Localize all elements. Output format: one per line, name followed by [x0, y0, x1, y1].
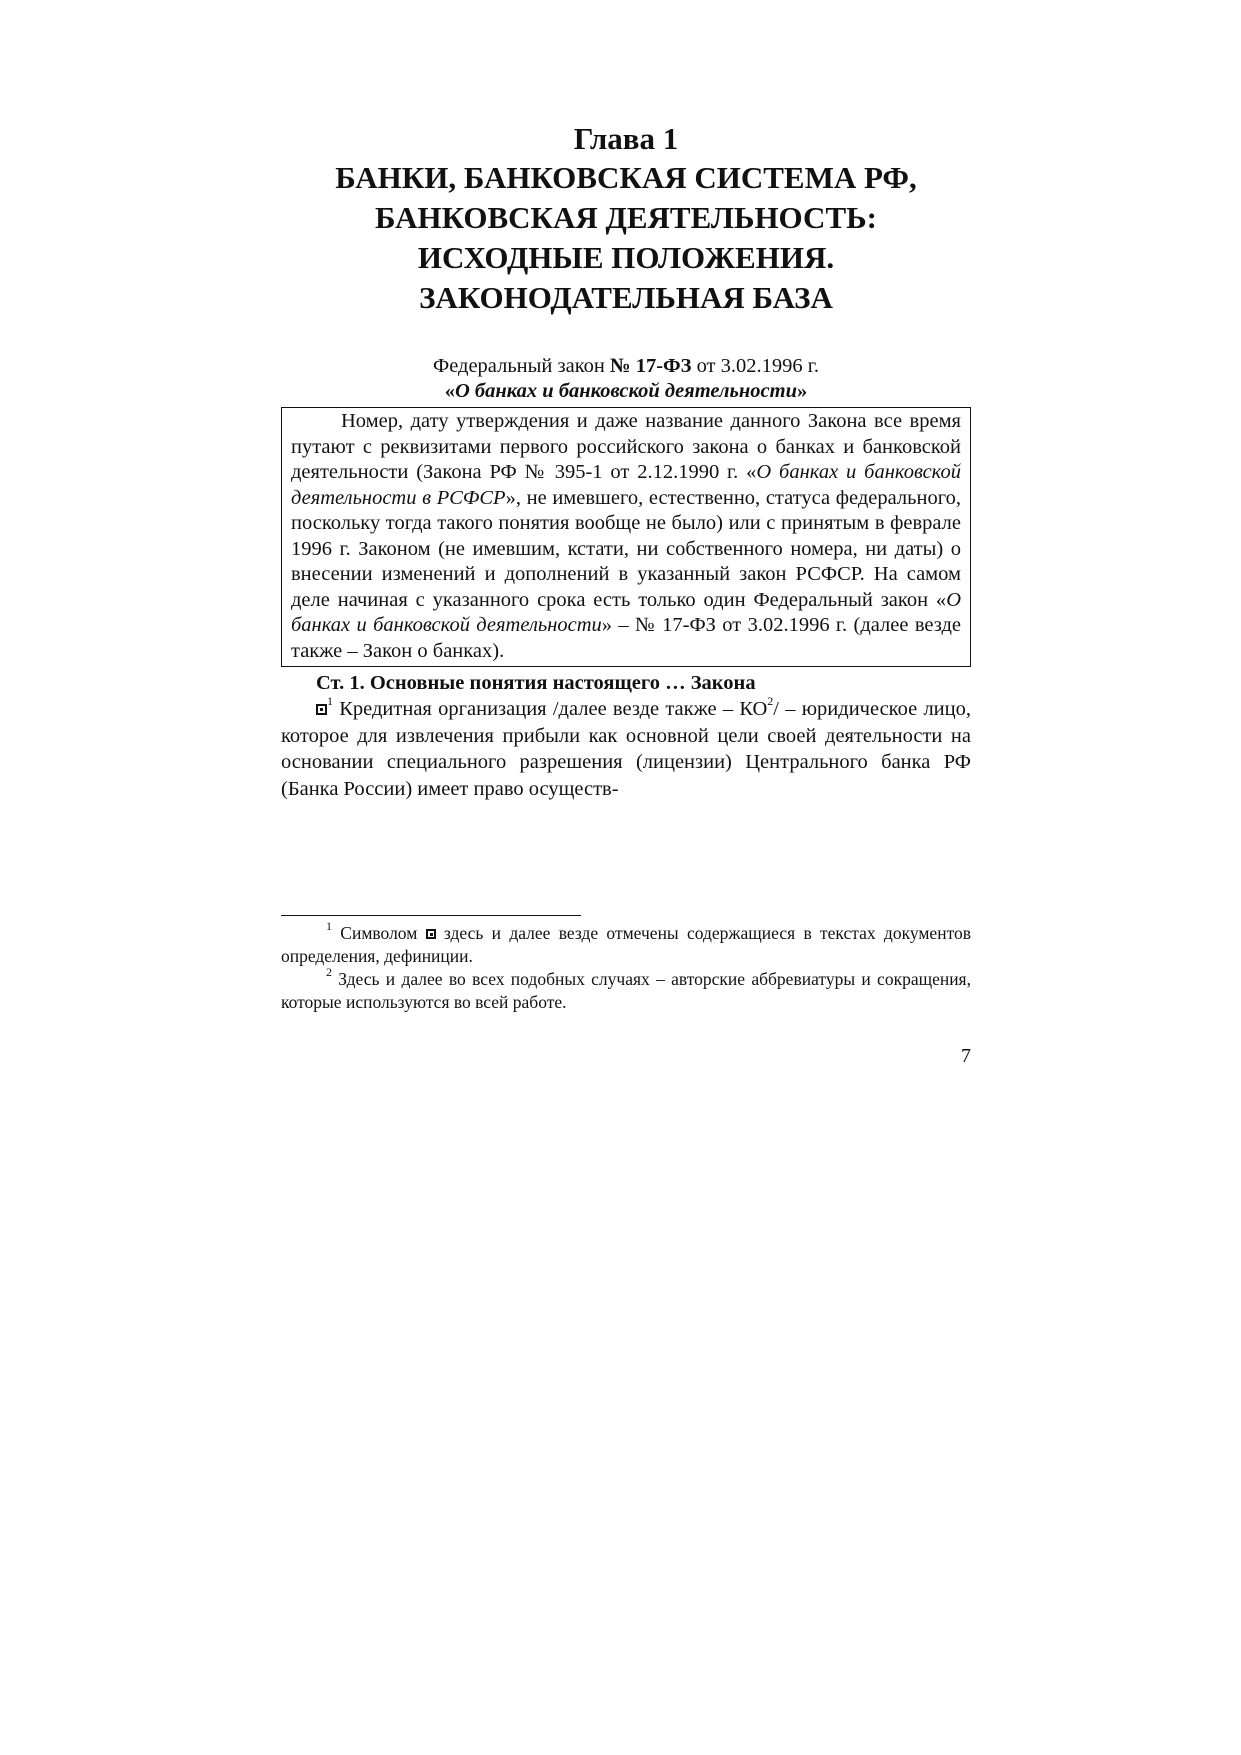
chapter-title [281, 158, 971, 318]
footnote-mark: 2 [326, 965, 332, 980]
footnote-ref[interactable]: 1 [327, 694, 333, 709]
page-number: 7 [961, 1045, 971, 1067]
law-number: № 17-ФЗ [609, 355, 692, 377]
footnote-mark: 1 [326, 919, 332, 934]
definition-marker-icon [426, 929, 436, 939]
chapter-title-line: БАНКОВСКАЯ ДЕЯТЕЛЬНОСТЬ: [375, 200, 877, 235]
footnote-divider [281, 915, 581, 916]
author-note-box [281, 407, 971, 667]
chapter-number: Глава 1 [573, 121, 679, 156]
footnote-text: Символом [332, 923, 426, 943]
note-text-part: Номер, дату утверждения и даже название данного Закона все время путают с реквизитами первого российского закона о банках и банковской деятельности (Закона РФ № 395-1 от 2.12.1990 г. « [291, 410, 961, 483]
article-body [281, 696, 971, 802]
footnote-text: здесь и далее везде отмечены содержащиеся в текстах документов определения, дефиниции. [281, 923, 971, 966]
chapter-title-line: ИСХОДНЫЕ ПОЛОЖЕНИЯ. [417, 240, 835, 275]
law-name: О банках и банковской деятельности [455, 380, 797, 402]
quote-close: » [796, 380, 808, 402]
footnote-ref[interactable]: 2 [767, 694, 774, 709]
law-title [281, 379, 971, 404]
law-reference [281, 354, 971, 379]
quote-open: « [444, 380, 455, 402]
footnote-text: Здесь и далее во всех подобных случаях – авторские аббревиатуры и сокращения, которые используются во всей работе. [281, 969, 971, 1012]
page-content [281, 120, 971, 802]
note-italic-title: О банках и банковской деятельности [291, 588, 961, 636]
article-text-part: Кредитная организация /далее везде также – КО [333, 698, 768, 720]
article-text-part: / – юридическое лицо, которое для извлечения прибыли как основной цели своей деятельности на основании специального разрешения (лицензии) Центрального банка РФ (Банка России) имеет право осуществ- [281, 698, 971, 800]
law-prefix: Федеральный закон [433, 355, 610, 377]
law-date: от 3.02.1996 г. [691, 355, 819, 377]
chapter-title-line: ЗАКОНОДАТЕЛЬНАЯ БАЗА [419, 280, 833, 315]
definition-marker-icon [316, 704, 327, 715]
chapter-title-line: БАНКИ, БАНКОВСКАЯ СИСТЕМА РФ, [335, 160, 917, 195]
article-title: Ст. 1. Основные понятия настоящего … Закона [316, 672, 756, 694]
note-italic-title: О банках и банковской деятельности в РСФСР [291, 461, 961, 509]
note-text-part: » – № 17-ФЗ от 3.02.1996 г. (далее везде также – Закон о банках). [291, 614, 961, 662]
footnotes [281, 919, 971, 1014]
footnote-1 [281, 919, 971, 968]
author-note-text [291, 409, 961, 664]
note-text-part: », не имевшего, естественно, статуса федерального, поскольку тогда такого понятия вообще не было) или с принятым в феврале 1996 г. Законом (не имевшим, кстати, ни собственного номера, ни даты) о внесении изменений и дополнений в указанный закон РСФСР. На самом деле начиная с указанного срока есть только один Федеральный закон « [291, 486, 961, 611]
footnote-2 [281, 965, 971, 1014]
